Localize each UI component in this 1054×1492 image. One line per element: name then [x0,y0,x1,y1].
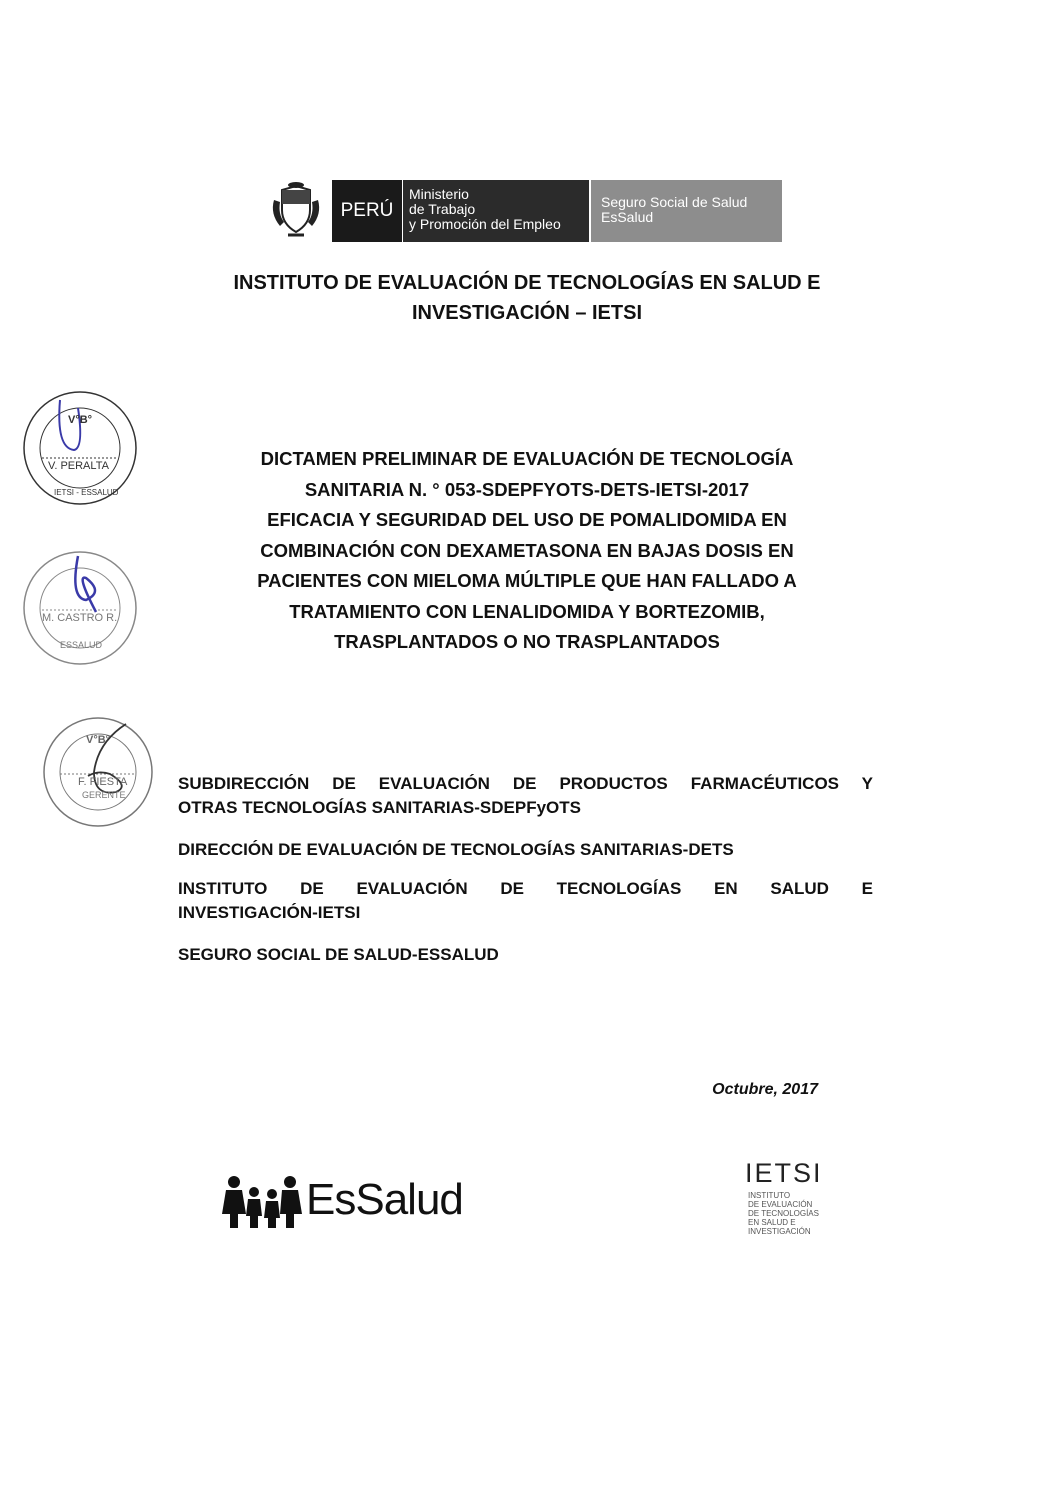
entity-label: Seguro Social de Salud EsSalud [591,180,782,242]
essalud-logo [222,1170,472,1240]
essalud-wordmark: EsSalud [306,1175,463,1224]
ministry-label: Ministerio de Trabajo y Promoción del Empleo [403,180,589,242]
approval-stamp-castro [20,548,140,668]
approval-stamp-fiesta [38,712,158,832]
stamp-name-label: V. PERALTA [48,460,109,472]
subunit-ietsi: INSTITUTO DE EVALUACIÓN DE TECNOLOGÍAS EN SALUD E INVESTIGACIÓN-IETSI [178,879,873,922]
ietsi-subtext: INSTITUTO DE EVALUACIÓN DE TECNOLOGÍAS EN SALUD E INVESTIGACIÓN [748,1191,819,1236]
subunit-essalud: SEGURO SOCIAL DE SALUD-ESSALUD [178,945,499,964]
institute-title: INSTITUTO DE EVALUACIÓN DE TECNOLOGÍAS EN SALUD E INVESTIGACIÓN – IETSI [233,272,821,324]
stamp-vb-label: V°B° [86,734,111,746]
subunit-sdepfyots: SUBDIRECCIÓN DE EVALUACIÓN DE PRODUCTOS FARMACÉUTICOS Y OTRAS TECNOLOGÍAS SANITARIAS-SDEPFyOTS [178,774,873,817]
dictamen-title: DICTAMEN PRELIMINAR DE EVALUACIÓN DE TECNOLOGÍA SANITARIA N. ° 053-SDEPFYOTS-DETS-IETSI-2017 EFICACIA Y SEGURIDAD DEL USO DE POMALIDOMIDA EN COMBINACIÓN CON DEXAMETASONA EN BAJAS DOSIS EN PACIENTES CON MIELOMA MÚLTIPLE QUE HAN FALLADO A TRATAMIENTO CON LENALIDOMIDA Y BORTEZOMIB, TRASPLANTADOS O NO TRASPLANTADOS [257,448,797,652]
coat-of-arms-icon [266,180,326,242]
family-figures-icon [222,1174,302,1230]
stamp-bottom-label: ESSALUD [60,640,103,650]
stamp-name-label: M. CASTRO R. [42,612,118,624]
peru-label: PERÚ [332,180,402,242]
stamp-name-label: F. FIESTA [78,776,128,788]
approval-stamp-peralta [20,388,140,508]
stamp-vb-label: V°B° [68,414,93,426]
ietsi-wordmark: IETSI [745,1158,823,1188]
document-date: Octubre, 2017 [712,1081,818,1098]
ietsi-logo [745,1158,855,1248]
government-header-banner [266,180,782,242]
stamp-bottom-label: IETSI - ESSALUD [54,488,119,497]
subunit-dets: DIRECCIÓN DE EVALUACIÓN DE TECNOLOGÍAS SANITARIAS-DETS [178,840,734,859]
stamp-sub-label: GERENTE [82,790,126,800]
